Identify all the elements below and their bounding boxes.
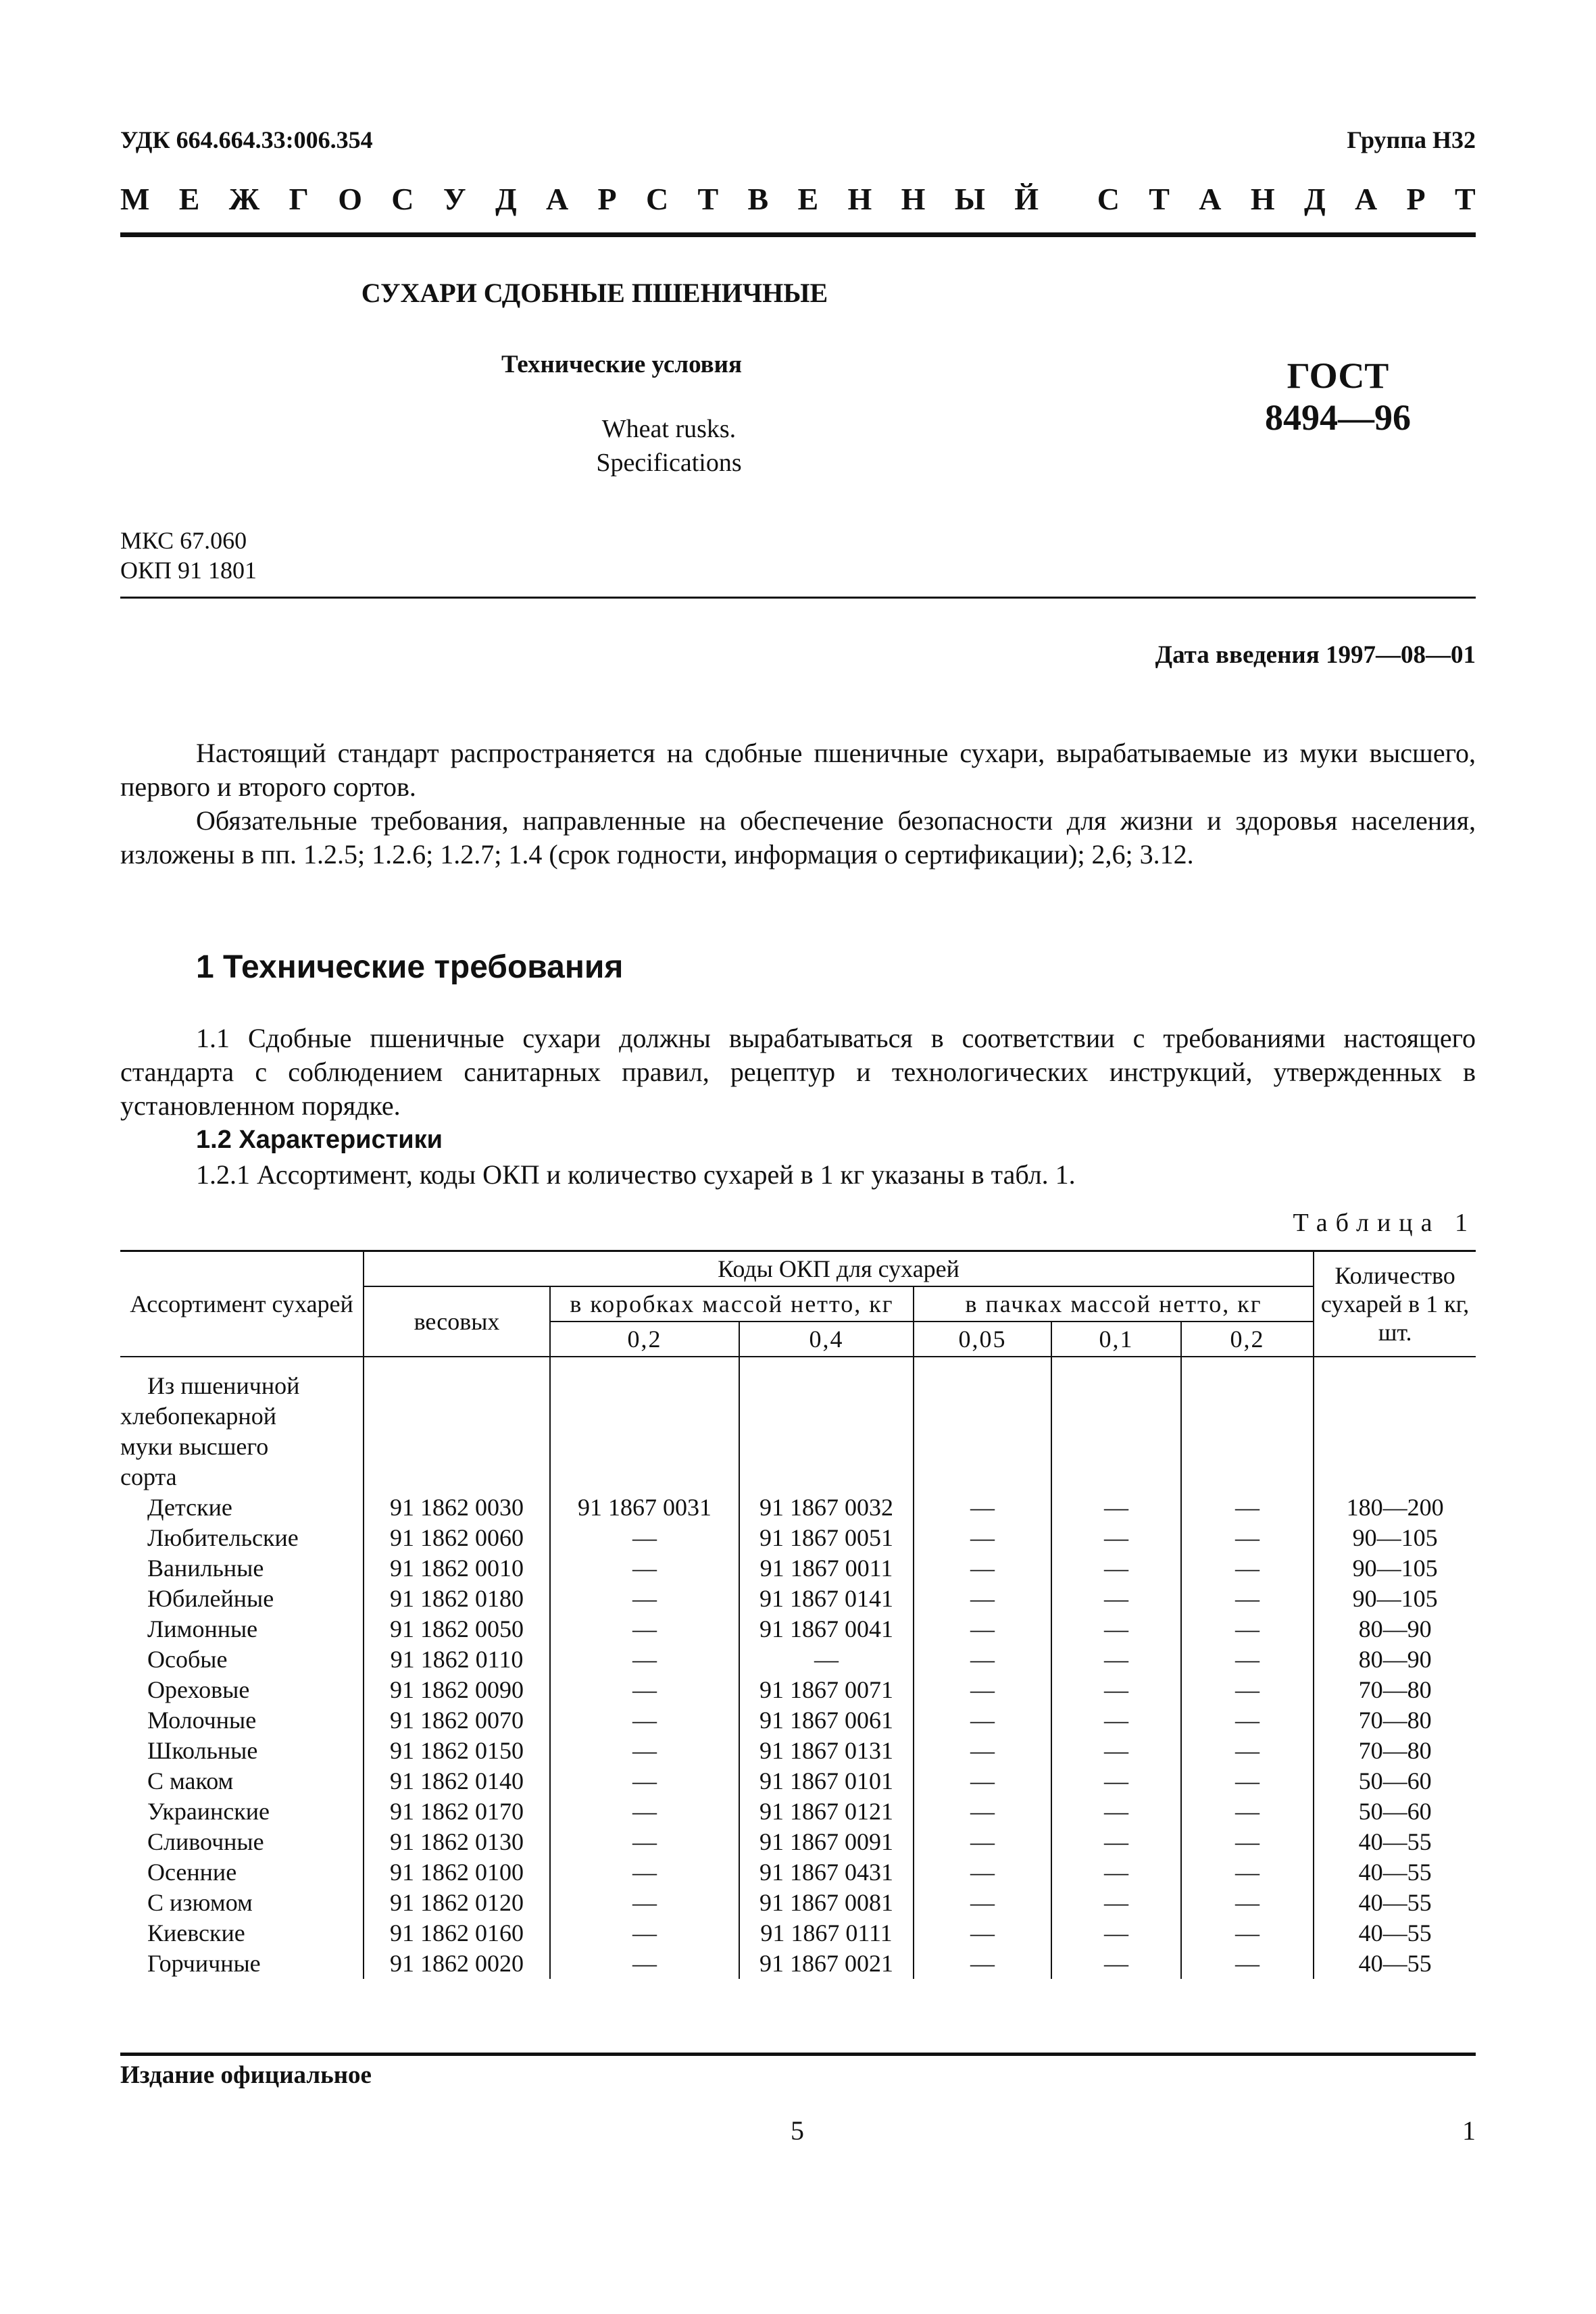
- cell-row-name: С маком: [120, 1766, 364, 1796]
- group-label-line: сорта: [120, 1463, 177, 1490]
- heading-letter: Н: [1250, 182, 1275, 216]
- heading-letter: С: [645, 182, 669, 216]
- official-edition-label: Издание официальное: [120, 2061, 372, 2089]
- page-number-right: 1: [1462, 2115, 1476, 2146]
- header-pack-005: 0,05: [914, 1322, 1051, 1357]
- cell-pack-02-code: —: [1181, 1827, 1314, 1857]
- heading-letter: М: [120, 182, 150, 216]
- cell-box-04-code: 91 1867 0011: [739, 1553, 914, 1584]
- cell-pack-01-code: —: [1051, 1675, 1181, 1705]
- introduction-date: Дата введения 1997—08—01: [1155, 641, 1476, 669]
- cell-quantity: 40—55: [1314, 1827, 1476, 1857]
- heading-letter: Е: [797, 182, 819, 216]
- cell-pack-005-code: —: [914, 1918, 1051, 1948]
- cell-row-name: Горчичные: [120, 1948, 364, 1979]
- cell-pack-02-code: —: [1181, 1736, 1314, 1766]
- cell-box-04-code: 91 1867 0071: [739, 1675, 914, 1705]
- cell-quantity: 90—105: [1314, 1523, 1476, 1553]
- cell-pack-005-code: —: [914, 1492, 1051, 1523]
- cell-box-04-code: 91 1867 0032: [739, 1492, 914, 1523]
- cell-row-name: Осенние: [120, 1857, 364, 1888]
- header-assortment: Ассортимент сухарей: [120, 1251, 364, 1357]
- gost-number: [1203, 355, 1473, 438]
- cell-quantity: 80—90: [1314, 1644, 1476, 1675]
- cell-weight-code: 91 1862 0110: [364, 1644, 550, 1675]
- heading-letter: Г: [289, 182, 309, 216]
- okp-code: ОКП 91 1801: [120, 557, 257, 584]
- cell-weight-code: 91 1862 0070: [364, 1705, 550, 1736]
- cell-pack-01-code: —: [1051, 1644, 1181, 1675]
- cell-box-04-code: 91 1867 0061: [739, 1705, 914, 1736]
- table-row: [120, 1553, 1476, 1584]
- table-gap-row: [120, 1357, 1476, 1371]
- cell-pack-005-code: —: [914, 1614, 1051, 1644]
- cell-pack-02-code: —: [1181, 1614, 1314, 1644]
- heading-letter: А: [1199, 182, 1222, 216]
- heading-letter: В: [747, 182, 769, 216]
- cell-quantity: 40—55: [1314, 1918, 1476, 1948]
- cell-box-02-code: —: [550, 1827, 739, 1857]
- header-box-04: 0,4: [739, 1322, 914, 1357]
- cell-box-02-code: 91 1867 0031: [550, 1492, 739, 1523]
- header-box-02: 0,2: [550, 1322, 739, 1357]
- cell-pack-01-code: —: [1051, 1766, 1181, 1796]
- group-label-line: Из пшеничной: [147, 1372, 300, 1399]
- heading-letter: С: [1097, 182, 1120, 216]
- cell-row-name: Детские: [120, 1492, 364, 1523]
- group-code: Группа Н32: [1347, 126, 1476, 153]
- cell-pack-005-code: —: [914, 1796, 1051, 1827]
- heading-letter: С: [391, 182, 414, 216]
- table-row: [120, 1888, 1476, 1918]
- table-row: [120, 1827, 1476, 1857]
- table-row: [120, 1584, 1476, 1614]
- cell-pack-005-code: —: [914, 1736, 1051, 1766]
- table-body: [120, 1357, 1476, 1979]
- cell-row-name: Сливочные: [120, 1827, 364, 1857]
- heading-letter: Е: [178, 182, 200, 216]
- cell-pack-01-code: —: [1051, 1857, 1181, 1888]
- cell-pack-005-code: —: [914, 1857, 1051, 1888]
- paragraph-1-2-1: 1.2.1 Ассортимент, коды ОКП и количество сухарей в 1 кг указаны в табл. 1.: [196, 1159, 1076, 1190]
- cell-pack-005-code: —: [914, 1584, 1051, 1614]
- cell-pack-005-code: —: [914, 1827, 1051, 1857]
- paragraph-1-1: 1.1 Сдобные пшеничные сухари должны вырабатываться в соответствии с требованиями настоящего стандарта с соблюдением санитарных правил, рецептур и технологических инструкций, утвержденных в установленном порядке.: [120, 1023, 1476, 1121]
- gost-code: 8494—96: [1265, 397, 1411, 438]
- cell-weight-code: 91 1862 0020: [364, 1948, 550, 1979]
- cell-quantity: 40—55: [1314, 1857, 1476, 1888]
- cell-quantity: 90—105: [1314, 1584, 1476, 1614]
- heading-letter: У: [443, 182, 466, 216]
- cell-pack-01-code: —: [1051, 1584, 1181, 1614]
- section-title: 1 Технические требования: [196, 949, 624, 985]
- cell-box-02-code: —: [550, 1675, 739, 1705]
- okp-table: [120, 1250, 1476, 1979]
- cell-pack-02-code: —: [1181, 1796, 1314, 1827]
- group-row: [120, 1371, 1476, 1492]
- cell-box-02-code: —: [550, 1736, 739, 1766]
- cell-box-02-code: —: [550, 1705, 739, 1736]
- heading-letter: Н: [901, 182, 926, 216]
- english-title-line1: Wheat rusks.: [601, 415, 737, 443]
- header-okp-codes: Коды ОКП для сухарей: [364, 1251, 1314, 1287]
- cell-box-04-code: 91 1867 0041: [739, 1614, 914, 1644]
- udk-code: УДК 664.664.33:006.354: [120, 126, 373, 153]
- cell-pack-02-code: —: [1181, 1584, 1314, 1614]
- cell-pack-01-code: —: [1051, 1553, 1181, 1584]
- cell-weight-code: 91 1862 0010: [364, 1553, 550, 1584]
- cell-row-name: Ореховые: [120, 1675, 364, 1705]
- cell-quantity: 90—105: [1314, 1553, 1476, 1584]
- cell-pack-02-code: —: [1181, 1523, 1314, 1553]
- cell-quantity: 70—80: [1314, 1705, 1476, 1736]
- cell-box-02-code: —: [550, 1644, 739, 1675]
- heading-letter: Й: [1014, 182, 1039, 216]
- cell-weight-code: 91 1862 0090: [364, 1675, 550, 1705]
- table-row: [120, 1857, 1476, 1888]
- cell-box-04-code: 91 1867 0111: [739, 1918, 914, 1948]
- cell-row-name: Украинские: [120, 1796, 364, 1827]
- footer-divider: [120, 2053, 1476, 2056]
- paragraph-scope: Настоящий стандарт распространяется на сдобные пшеничные сухари, вырабатываемые из муки высшего, первого и второго сортов.: [120, 738, 1476, 802]
- heading-letter: А: [545, 182, 569, 216]
- cell-pack-02-code: —: [1181, 1948, 1314, 1979]
- cell-weight-code: 91 1862 0100: [364, 1857, 550, 1888]
- cell-box-04-code: 91 1867 0021: [739, 1948, 914, 1979]
- cell-pack-02-code: —: [1181, 1766, 1314, 1796]
- cell-weight-code: 91 1862 0140: [364, 1766, 550, 1796]
- header-quantity: Количество сухарей в 1 кг, шт.: [1314, 1251, 1476, 1357]
- page-number-left: 5: [791, 2115, 804, 2146]
- cell-pack-02-code: —: [1181, 1553, 1314, 1584]
- codes-divider: [120, 597, 1476, 599]
- table-label: Таблица 1: [1293, 1209, 1476, 1237]
- cell-box-04-code: 91 1867 0101: [739, 1766, 914, 1796]
- cell-weight-code: 91 1862 0120: [364, 1888, 550, 1918]
- table-row: [120, 1492, 1476, 1523]
- table-row: [120, 1918, 1476, 1948]
- cell-pack-005-code: —: [914, 1948, 1051, 1979]
- table-row: [120, 1644, 1476, 1675]
- header-pack-02: 0,2: [1181, 1322, 1314, 1357]
- table-row: [120, 1614, 1476, 1644]
- cell-box-04-code: 91 1867 0121: [739, 1796, 914, 1827]
- cell-row-name: Молочные: [120, 1705, 364, 1736]
- heading-letter: Ы: [954, 182, 985, 216]
- cell-pack-01-code: —: [1051, 1492, 1181, 1523]
- cell-pack-02-code: —: [1181, 1857, 1314, 1888]
- cell-box-04-code: 91 1867 0051: [739, 1523, 914, 1553]
- cell-pack-005-code: —: [914, 1675, 1051, 1705]
- cell-pack-005-code: —: [914, 1523, 1051, 1553]
- cell-row-name: Ванильные: [120, 1553, 364, 1584]
- english-title-line2: Specifications: [596, 449, 742, 477]
- cell-box-04-code: 91 1867 0431: [739, 1857, 914, 1888]
- cell-quantity: 80—90: [1314, 1614, 1476, 1644]
- group-label-line: хлебопекарной: [120, 1403, 276, 1430]
- cell-weight-code: 91 1862 0180: [364, 1584, 550, 1614]
- gost-label: ГОСТ: [1287, 355, 1389, 396]
- heading-letter: О: [338, 182, 362, 216]
- group-label: [120, 1371, 364, 1492]
- cell-pack-01-code: —: [1051, 1948, 1181, 1979]
- cell-box-04-code: 91 1867 0141: [739, 1584, 914, 1614]
- table-row: [120, 1796, 1476, 1827]
- cell-box-04-code: —: [739, 1644, 914, 1675]
- cell-pack-02-code: —: [1181, 1888, 1314, 1918]
- table-row: [120, 1523, 1476, 1553]
- heading-letter: Р: [597, 182, 617, 216]
- english-title: [432, 412, 905, 480]
- header-pack-01: 0,1: [1051, 1322, 1181, 1357]
- cell-box-02-code: —: [550, 1918, 739, 1948]
- cell-weight-code: 91 1862 0160: [364, 1918, 550, 1948]
- cell-quantity: 50—60: [1314, 1796, 1476, 1827]
- cell-weight-code: 91 1862 0150: [364, 1736, 550, 1766]
- heading-letter: Н: [847, 182, 872, 216]
- cell-quantity: 40—55: [1314, 1888, 1476, 1918]
- cell-row-name: Киевские: [120, 1918, 364, 1948]
- cell-box-04-code: 91 1867 0131: [739, 1736, 914, 1766]
- table-row: [120, 1766, 1476, 1796]
- table-row: [120, 1705, 1476, 1736]
- cell-weight-code: 91 1862 0050: [364, 1614, 550, 1644]
- cell-row-name: Юбилейные: [120, 1584, 364, 1614]
- heading-letter: Т: [697, 182, 719, 216]
- cell-pack-01-code: —: [1051, 1918, 1181, 1948]
- cell-pack-01-code: —: [1051, 1888, 1181, 1918]
- heading-letter: Т: [1454, 182, 1476, 216]
- cell-box-02-code: —: [550, 1553, 739, 1584]
- document-subtitle: Технические условия: [501, 351, 742, 378]
- table-row: [120, 1948, 1476, 1979]
- cell-quantity: 50—60: [1314, 1766, 1476, 1796]
- cell-pack-02-code: —: [1181, 1492, 1314, 1523]
- heading-letter: Д: [495, 182, 517, 216]
- cell-quantity: 70—80: [1314, 1675, 1476, 1705]
- cell-box-04-code: 91 1867 0091: [739, 1827, 914, 1857]
- cell-box-02-code: —: [550, 1614, 739, 1644]
- heading-letter: Ж: [228, 182, 260, 216]
- heading-letter: Р: [1406, 182, 1426, 216]
- cell-pack-005-code: —: [914, 1888, 1051, 1918]
- cell-box-02-code: —: [550, 1584, 739, 1614]
- classification-codes: [120, 526, 257, 585]
- cell-pack-005-code: —: [914, 1644, 1051, 1675]
- cell-box-02-code: —: [550, 1523, 739, 1553]
- cell-pack-005-code: —: [914, 1766, 1051, 1796]
- cell-pack-01-code: —: [1051, 1523, 1181, 1553]
- cell-quantity: 180—200: [1314, 1492, 1476, 1523]
- paragraph-requirements: Обязательные требования, направленные на обеспечение безопасности для жизни и здоровья населения, изложены в пп. 1.2.5; 1.2.6; 1.2.7; 1.4 (срок годности, информация о сертификации); 2,6; 3.12.: [120, 805, 1476, 870]
- header-boxes: в коробках массой нетто, кг: [550, 1286, 914, 1322]
- cell-row-name: Особые: [120, 1644, 364, 1675]
- group-label-line: муки высшего: [120, 1433, 269, 1460]
- header-weight: весовых: [364, 1286, 550, 1357]
- cell-pack-01-code: —: [1051, 1827, 1181, 1857]
- header-packs: в пачках массой нетто, кг: [914, 1286, 1314, 1322]
- cell-box-02-code: —: [550, 1948, 739, 1979]
- table-row: [120, 1736, 1476, 1766]
- cell-weight-code: 91 1862 0060: [364, 1523, 550, 1553]
- cell-box-02-code: —: [550, 1888, 739, 1918]
- cell-quantity: 40—55: [1314, 1948, 1476, 1979]
- cell-row-name: Любительские: [120, 1523, 364, 1553]
- heading-letter: А: [1354, 182, 1378, 216]
- heading-letter: Д: [1303, 182, 1326, 216]
- subsection-heading: 1.2 Характеристики: [196, 1126, 443, 1154]
- cell-pack-01-code: —: [1051, 1705, 1181, 1736]
- cell-box-02-code: —: [550, 1766, 739, 1796]
- cell-pack-01-code: —: [1051, 1796, 1181, 1827]
- standard-type-heading: [120, 181, 1476, 217]
- cell-pack-005-code: —: [914, 1553, 1051, 1584]
- cell-pack-02-code: —: [1181, 1918, 1314, 1948]
- cell-box-02-code: —: [550, 1857, 739, 1888]
- cell-pack-02-code: —: [1181, 1705, 1314, 1736]
- cell-pack-005-code: —: [914, 1705, 1051, 1736]
- cell-box-04-code: 91 1867 0081: [739, 1888, 914, 1918]
- cell-weight-code: 91 1862 0170: [364, 1796, 550, 1827]
- cell-row-name: Школьные: [120, 1736, 364, 1766]
- table-row: [120, 1675, 1476, 1705]
- mks-code: МКС 67.060: [120, 527, 247, 554]
- cell-row-name: Лимонные: [120, 1614, 364, 1644]
- cell-weight-code: 91 1862 0030: [364, 1492, 550, 1523]
- cell-row-name: С изюмом: [120, 1888, 364, 1918]
- header-divider: [120, 232, 1476, 237]
- cell-pack-01-code: —: [1051, 1614, 1181, 1644]
- heading-letter: Т: [1149, 182, 1170, 216]
- cell-quantity: 70—80: [1314, 1736, 1476, 1766]
- cell-weight-code: 91 1862 0130: [364, 1827, 550, 1857]
- cell-pack-01-code: —: [1051, 1736, 1181, 1766]
- cell-pack-02-code: —: [1181, 1675, 1314, 1705]
- cell-box-02-code: —: [550, 1796, 739, 1827]
- document-title: СУХАРИ СДОБНЫЕ ПШЕНИЧНЫЕ: [361, 278, 828, 308]
- cell-pack-02-code: —: [1181, 1644, 1314, 1675]
